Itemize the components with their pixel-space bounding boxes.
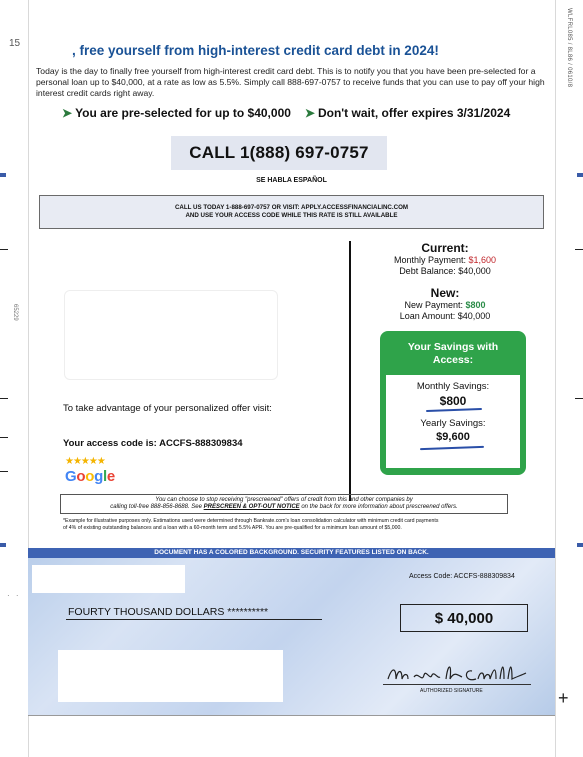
- vertical-code: WLFRL085 / 8L86 / 0610/8: [566, 8, 572, 88]
- new-loan-label: Loan Amount:: [399, 311, 456, 321]
- headline: , free yourself from high-interest credit card debt in 2024!: [72, 43, 439, 58]
- pen-underline: [420, 446, 484, 450]
- new-loan-row: [360, 311, 530, 322]
- margin-dots: · ·: [7, 591, 21, 600]
- monthly-savings-label: Monthly Savings:: [416, 381, 490, 392]
- new-loan-value: $40,000: [457, 311, 491, 321]
- monthly-savings-value: $800: [439, 394, 467, 408]
- tick-mark: [575, 398, 583, 399]
- envelope-window: [64, 290, 278, 380]
- page-number: 15: [9, 38, 21, 49]
- current-section: [360, 241, 530, 277]
- current-debt-value: $40,000: [458, 266, 491, 276]
- habla-espanol: SE HABLA ESPAÑOL: [256, 177, 327, 184]
- optout-text-end: on the back for more information about prescreened offers.: [299, 504, 458, 510]
- current-debt-row: [360, 266, 530, 277]
- call-phone-box[interactable]: CALL 1(888) 697-0757: [171, 136, 387, 170]
- redacted-address-box: [58, 650, 283, 702]
- yearly-savings-label: Yearly Savings:: [420, 418, 486, 429]
- call-us-line1[interactable]: CALL US TODAY 1-888-697-0757 OR VISIT: APPLY.ACCESSFINANCIALINC.COM: [174, 204, 409, 211]
- tick-mark: [575, 249, 583, 250]
- redacted-name-box: [32, 565, 185, 593]
- margin-mark: [0, 543, 6, 547]
- tick-mark: [0, 437, 8, 438]
- savings-title-line2: Access:: [432, 354, 474, 366]
- current-monthly-label: Monthly Payment:: [393, 255, 466, 265]
- optout-line2: [61, 504, 507, 512]
- signature-line: [383, 684, 531, 685]
- authorized-signature-label: AUTHORIZED SIGNATURE: [420, 688, 483, 694]
- new-payment-value: $800: [465, 300, 486, 310]
- pen-underline: [426, 408, 482, 412]
- call-us-box: [39, 195, 544, 229]
- check-bottom-border: [28, 715, 555, 716]
- vertical-divider: [349, 241, 351, 501]
- yearly-savings-value: $9,600: [436, 431, 470, 443]
- optout-text: calling toll-free 888-856-8688. See: [110, 504, 204, 510]
- arrow-right-icon: ➤: [304, 106, 315, 120]
- current-debt-label: Debt Balance:: [399, 266, 456, 276]
- amount-line: [66, 619, 322, 620]
- new-title: New:: [430, 286, 460, 300]
- amount-in-words: FOURTY THOUSAND DOLLARS **********: [68, 606, 269, 618]
- amount-box: $ 40,000: [400, 604, 528, 632]
- savings-panel: [380, 331, 526, 475]
- intro-paragraph: Today is the day to finally free yourself from high-interest credit card debt. This is to notify you that you have been pre-selected for a personal loan up to $40,000, at a rate as low as 5.5%. Simply call 888-697-0757 to receive funds that you can use to pay off your high interest credit cards right away.: [36, 66, 545, 98]
- footnote: [63, 518, 523, 532]
- savings-inner: [386, 375, 520, 468]
- check-access-code: Access Code: ACCFS-888309834: [409, 573, 515, 580]
- rating-stars-icon: ★★★★★: [65, 456, 105, 467]
- footnote-line2: of 4% of existing outstanding balances and a loan with a 60-month term and 5.5% APR. You are pre-qualified for a minimum loan amount of $5,000.: [63, 525, 402, 531]
- optout-line1: You can choose to stop receiving "prescreened" offers of credit from this and other companies by: [155, 496, 413, 503]
- page-border-right: [555, 0, 556, 757]
- offer-amount: You are pre-selected for up to $40,000: [75, 106, 291, 120]
- current-title: Current:: [421, 241, 469, 255]
- optout-box: [60, 494, 508, 514]
- savings-title: [380, 341, 526, 367]
- current-monthly-row: [360, 255, 530, 266]
- check-banner: DOCUMENT HAS A COLORED BACKGROUND. SECURITY FEATURES LISTED ON BACK.: [28, 548, 555, 558]
- optout-notice-link[interactable]: PRESCREEN & OPT-OUT NOTICE: [203, 504, 300, 510]
- tick-mark: [0, 471, 8, 472]
- footnote-line1: *Example for illustrative purposes only. Estimations used were determined through Bankrate.com's loan consolidation calculator with minimum credit card payments: [63, 518, 439, 524]
- call-us-line2: AND USE YOUR ACCESS CODE WHILE THIS RATE IS STILL AVAILABLE: [185, 212, 398, 219]
- new-section: [360, 286, 530, 322]
- offer-expiry: Don't wait, offer expires 3/31/2024: [317, 106, 511, 120]
- crosshair-icon: +: [558, 688, 569, 708]
- access-code-text: Your access code is: ACCFS-888309834: [63, 438, 243, 449]
- tick-mark: [0, 398, 8, 399]
- margin-mark: [577, 543, 583, 547]
- new-payment-label: New Payment:: [404, 300, 463, 310]
- tick-mark: [0, 249, 8, 250]
- offer-row: [62, 106, 510, 120]
- side-code: 65229: [12, 304, 18, 321]
- new-payment-row: [360, 300, 530, 311]
- visit-text: To take advantage of your personalized offer visit:: [63, 403, 272, 414]
- current-monthly-value: $1,600: [468, 255, 497, 265]
- google-logo: Google: [65, 468, 115, 485]
- arrow-right-icon: ➤: [62, 106, 73, 120]
- savings-title-line1: Your Savings with: [407, 341, 499, 353]
